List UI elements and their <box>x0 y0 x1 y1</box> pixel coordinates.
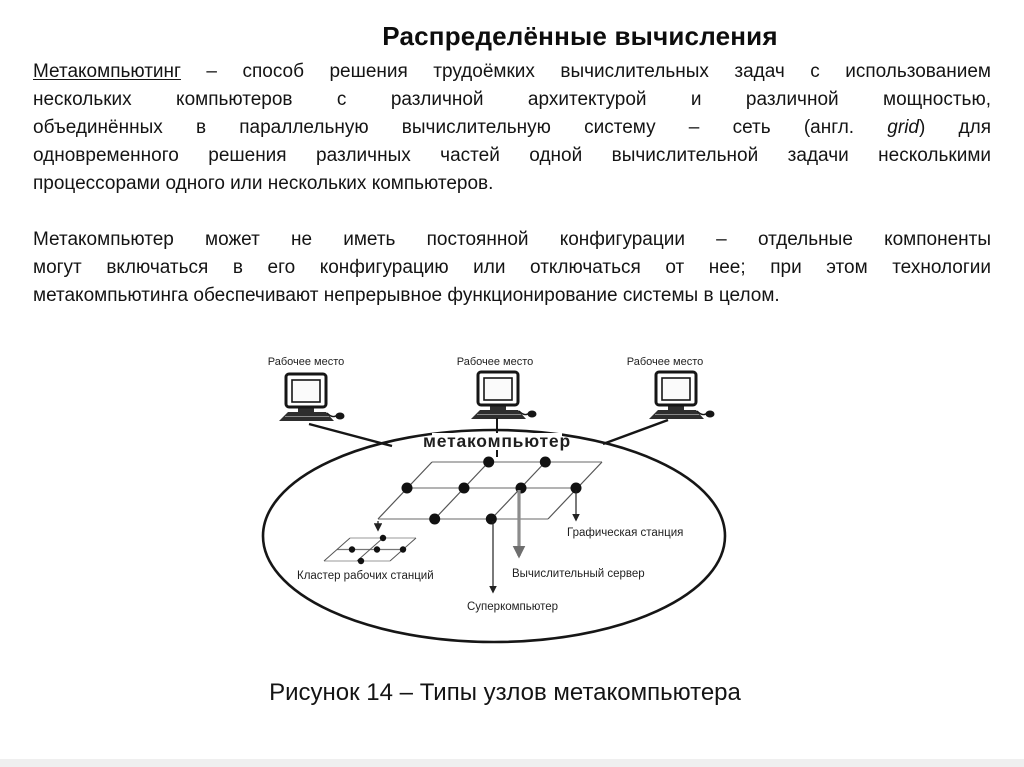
paragraph-2-line-3: метакомпьютинга обеспечивают непрерывное функционирование системы в целом. <box>33 285 780 306</box>
workstation-icon-right <box>649 372 715 419</box>
body-text <box>33 58 991 310</box>
grid-node-dots <box>402 457 582 525</box>
paragraph-2-line-1: Метакомпьютер может не иметь постоянной конфигурации – отдельные компоненты <box>33 229 991 250</box>
slide-bottom-edge <box>0 759 1024 767</box>
workstation-label-right: Рабочее место <box>626 356 704 368</box>
grid-network <box>378 457 602 525</box>
paragraph-2 <box>33 226 991 310</box>
graphics-station-label: Графическая станция <box>567 527 684 539</box>
supercomputer-label: Суперкомпьютер <box>467 601 559 613</box>
term-grid: grid <box>887 117 919 138</box>
compute-server-label: Вычислительный сервер <box>512 568 645 580</box>
paragraph-1-line-1: Метакомпьютинг – способ решения трудоёмких вычислительных задач с использованием <box>33 61 991 82</box>
workstation-icon-middle <box>471 372 537 419</box>
workstation-label-left: Рабочее место <box>267 356 345 368</box>
connector-right-line <box>603 420 668 444</box>
paragraph-2-line-2: могут включаться в его конфигурацию или отключаться от нее; при этом технологии <box>33 257 991 278</box>
metacomputer-label: метакомпьютер <box>423 431 571 451</box>
paragraph-1 <box>33 58 991 198</box>
paragraph-1-line-3: объединённых в параллельную вычислительную систему – сеть (англ. grid) для <box>33 117 991 138</box>
workstation-cluster-label: Кластер рабочих станций <box>297 570 434 582</box>
cluster-grid <box>324 535 416 564</box>
metacomputer-diagram <box>240 340 760 660</box>
workstation-label-middle: Рабочее место <box>456 356 534 368</box>
paragraph-1-line-4: одновременного решения различных частей одной вычислительной задачи несколькими <box>33 145 991 166</box>
workstation-icon-left <box>279 374 345 421</box>
term-metacomputing: Метакомпьютинг <box>33 61 181 82</box>
page-title: Распределённые вычисления <box>382 21 778 51</box>
paragraph-1-line-2: нескольких компьютеров с различной архитектурой и различной мощностью, <box>33 89 991 110</box>
paragraph-1-line-5: процессорами одного или нескольких компьютеров. <box>33 173 494 194</box>
figure-caption: Рисунок 14 – Типы узлов метакомпьютера <box>269 679 741 706</box>
